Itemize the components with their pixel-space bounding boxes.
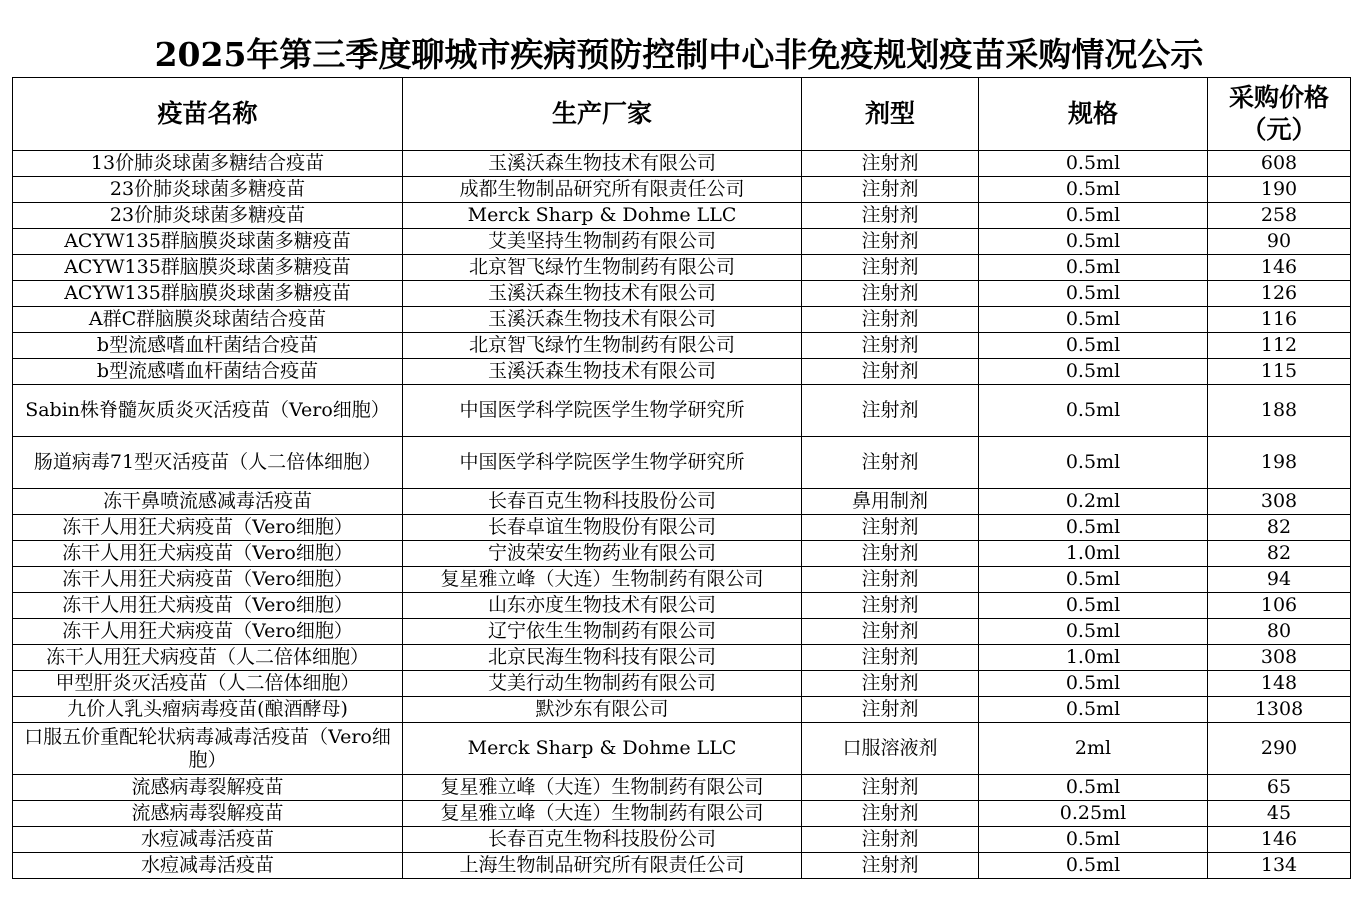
cell-manufacturer: 北京智飞绿竹生物制药有限公司 xyxy=(403,255,802,281)
cell-vaccine-name: 流感病毒裂解疫苗 xyxy=(13,775,403,801)
cell-dosage-form: 注射剂 xyxy=(802,203,979,229)
cell-dosage-form: 注射剂 xyxy=(802,671,979,697)
cell-vaccine-name: 水痘减毒活疫苗 xyxy=(13,827,403,853)
cell-vaccine-name: 肠道病毒71型灭活疫苗（人二倍体细胞） xyxy=(13,437,403,489)
cell-price: 112 xyxy=(1208,333,1351,359)
cell-specification: 0.5ml xyxy=(979,437,1208,489)
cell-price: 115 xyxy=(1208,359,1351,385)
cell-specification: 1.0ml xyxy=(979,541,1208,567)
cell-price: 126 xyxy=(1208,281,1351,307)
cell-dosage-form: 注射剂 xyxy=(802,697,979,723)
cell-manufacturer: 复星雅立峰（大连）生物制药有限公司 xyxy=(403,801,802,827)
cell-vaccine-name: 23价肺炎球菌多糖疫苗 xyxy=(13,203,403,229)
cell-manufacturer: 北京智飞绿竹生物制药有限公司 xyxy=(403,333,802,359)
cell-price: 106 xyxy=(1208,593,1351,619)
cell-dosage-form: 注射剂 xyxy=(802,853,979,879)
cell-dosage-form: 注射剂 xyxy=(802,307,979,333)
cell-dosage-form: 注射剂 xyxy=(802,385,979,437)
cell-price: 94 xyxy=(1208,567,1351,593)
header-manufacturer: 生产厂家 xyxy=(403,78,802,151)
cell-dosage-form: 注射剂 xyxy=(802,255,979,281)
table-row xyxy=(13,593,1351,619)
cell-dosage-form: 注射剂 xyxy=(802,827,979,853)
table-row xyxy=(13,489,1351,515)
cell-vaccine-name: 流感病毒裂解疫苗 xyxy=(13,801,403,827)
cell-manufacturer: 成都生物制品研究所有限责任公司 xyxy=(403,177,802,203)
cell-vaccine-name: A群C群脑膜炎球菌结合疫苗 xyxy=(13,307,403,333)
cell-price: 258 xyxy=(1208,203,1351,229)
table-row xyxy=(13,281,1351,307)
cell-specification: 0.5ml xyxy=(979,593,1208,619)
table-row xyxy=(13,359,1351,385)
cell-specification: 0.5ml xyxy=(979,567,1208,593)
cell-specification: 0.5ml xyxy=(979,697,1208,723)
cell-price: 134 xyxy=(1208,853,1351,879)
cell-dosage-form: 注射剂 xyxy=(802,619,979,645)
cell-specification: 0.5ml xyxy=(979,619,1208,645)
table-row xyxy=(13,697,1351,723)
cell-price: 308 xyxy=(1208,489,1351,515)
cell-specification: 0.5ml xyxy=(979,827,1208,853)
table-row xyxy=(13,307,1351,333)
cell-manufacturer: 默沙东有限公司 xyxy=(403,697,802,723)
cell-specification: 0.5ml xyxy=(979,151,1208,177)
cell-dosage-form: 注射剂 xyxy=(802,333,979,359)
cell-specification: 0.5ml xyxy=(979,515,1208,541)
cell-price: 90 xyxy=(1208,229,1351,255)
cell-price: 188 xyxy=(1208,385,1351,437)
cell-vaccine-name: 冻干鼻喷流感减毒活疫苗 xyxy=(13,489,403,515)
cell-vaccine-name: 口服五价重配轮状病毒减毒活疫苗（Vero细胞） xyxy=(13,723,403,775)
cell-vaccine-name: 23价肺炎球菌多糖疫苗 xyxy=(13,177,403,203)
cell-specification: 0.5ml xyxy=(979,359,1208,385)
cell-price: 308 xyxy=(1208,645,1351,671)
cell-vaccine-name: 冻干人用狂犬病疫苗（Vero细胞） xyxy=(13,541,403,567)
table-row xyxy=(13,385,1351,437)
cell-specification: 0.2ml xyxy=(979,489,1208,515)
page-title: 2025年第三季度聊城市疾病预防控制中心非免疫规划疫苗采购情况公示 xyxy=(154,35,1204,74)
table-row xyxy=(13,645,1351,671)
cell-price: 116 xyxy=(1208,307,1351,333)
cell-manufacturer: 辽宁依生生物制药有限公司 xyxy=(403,619,802,645)
table-row xyxy=(13,723,1351,775)
header-specification: 规格 xyxy=(979,78,1208,151)
cell-vaccine-name: ACYW135群脑膜炎球菌多糖疫苗 xyxy=(13,229,403,255)
cell-dosage-form: 鼻用制剂 xyxy=(802,489,979,515)
cell-specification: 0.5ml xyxy=(979,385,1208,437)
table-row xyxy=(13,177,1351,203)
cell-manufacturer: 宁波荣安生物药业有限公司 xyxy=(403,541,802,567)
cell-dosage-form: 注射剂 xyxy=(802,541,979,567)
cell-manufacturer: 艾美行动生物制药有限公司 xyxy=(403,671,802,697)
header-price: 采购价格（元） xyxy=(1208,78,1351,151)
table-row xyxy=(13,151,1351,177)
cell-specification: 0.5ml xyxy=(979,775,1208,801)
cell-specification: 0.5ml xyxy=(979,671,1208,697)
cell-dosage-form: 注射剂 xyxy=(802,645,979,671)
cell-manufacturer: Merck Sharp & Dohme LLC xyxy=(403,723,802,775)
table-body xyxy=(13,151,1351,879)
cell-dosage-form: 注射剂 xyxy=(802,515,979,541)
cell-dosage-form: 注射剂 xyxy=(802,177,979,203)
table-row xyxy=(13,801,1351,827)
cell-price: 45 xyxy=(1208,801,1351,827)
header-vaccine-name: 疫苗名称 xyxy=(13,78,403,151)
cell-vaccine-name: Sabin株脊髓灰质炎灭活疫苗（Vero细胞） xyxy=(13,385,403,437)
table-row xyxy=(13,567,1351,593)
cell-price: 146 xyxy=(1208,255,1351,281)
table-row xyxy=(13,827,1351,853)
table-row xyxy=(13,229,1351,255)
cell-manufacturer: 复星雅立峰（大连）生物制药有限公司 xyxy=(403,567,802,593)
cell-price: 82 xyxy=(1208,515,1351,541)
cell-manufacturer: 长春卓谊生物股份有限公司 xyxy=(403,515,802,541)
cell-price: 290 xyxy=(1208,723,1351,775)
table-row xyxy=(13,853,1351,879)
header-dosage-form: 剂型 xyxy=(802,78,979,151)
table-row xyxy=(13,255,1351,281)
cell-dosage-form: 注射剂 xyxy=(802,151,979,177)
table-row xyxy=(13,541,1351,567)
cell-price: 1308 xyxy=(1208,697,1351,723)
cell-specification: 0.5ml xyxy=(979,307,1208,333)
cell-vaccine-name: 冻干人用狂犬病疫苗（Vero细胞） xyxy=(13,619,403,645)
cell-specification: 2ml xyxy=(979,723,1208,775)
cell-manufacturer: 山东亦度生物技术有限公司 xyxy=(403,593,802,619)
cell-price: 80 xyxy=(1208,619,1351,645)
cell-specification: 1.0ml xyxy=(979,645,1208,671)
cell-manufacturer: 玉溪沃森生物技术有限公司 xyxy=(403,307,802,333)
table-row xyxy=(13,333,1351,359)
cell-price: 82 xyxy=(1208,541,1351,567)
cell-dosage-form: 注射剂 xyxy=(802,281,979,307)
cell-specification: 0.5ml xyxy=(979,177,1208,203)
cell-specification: 0.5ml xyxy=(979,203,1208,229)
cell-vaccine-name: 九价人乳头瘤病毒疫苗(酿酒酵母) xyxy=(13,697,403,723)
table-row xyxy=(13,203,1351,229)
cell-vaccine-name: ACYW135群脑膜炎球菌多糖疫苗 xyxy=(13,255,403,281)
cell-manufacturer: 玉溪沃森生物技术有限公司 xyxy=(403,359,802,385)
cell-manufacturer: Merck Sharp & Dohme LLC xyxy=(403,203,802,229)
vaccine-table xyxy=(12,77,1351,879)
cell-vaccine-name: 冻干人用狂犬病疫苗（Vero细胞） xyxy=(13,567,403,593)
cell-manufacturer: 长春百克生物科技股份公司 xyxy=(403,489,802,515)
cell-manufacturer: 玉溪沃森生物技术有限公司 xyxy=(403,281,802,307)
cell-price: 190 xyxy=(1208,177,1351,203)
cell-price: 65 xyxy=(1208,775,1351,801)
cell-dosage-form: 注射剂 xyxy=(802,801,979,827)
cell-manufacturer: 中国医学科学院医学生物学研究所 xyxy=(403,437,802,489)
cell-dosage-form: 注射剂 xyxy=(802,359,979,385)
cell-specification: 0.5ml xyxy=(979,255,1208,281)
cell-manufacturer: 上海生物制品研究所有限责任公司 xyxy=(403,853,802,879)
cell-vaccine-name: 13价肺炎球菌多糖结合疫苗 xyxy=(13,151,403,177)
cell-specification: 0.25ml xyxy=(979,801,1208,827)
cell-vaccine-name: 冻干人用狂犬病疫苗（Vero细胞） xyxy=(13,515,403,541)
cell-dosage-form: 注射剂 xyxy=(802,437,979,489)
cell-specification: 0.5ml xyxy=(979,333,1208,359)
cell-vaccine-name: 冻干人用狂犬病疫苗（人二倍体细胞） xyxy=(13,645,403,671)
table-header-row xyxy=(13,78,1351,151)
cell-manufacturer: 中国医学科学院医学生物学研究所 xyxy=(403,385,802,437)
cell-manufacturer: 艾美坚持生物制药有限公司 xyxy=(403,229,802,255)
table-row xyxy=(13,671,1351,697)
table-row xyxy=(13,775,1351,801)
cell-dosage-form: 口服溶液剂 xyxy=(802,723,979,775)
cell-dosage-form: 注射剂 xyxy=(802,775,979,801)
cell-vaccine-name: ACYW135群脑膜炎球菌多糖疫苗 xyxy=(13,281,403,307)
cell-vaccine-name: 冻干人用狂犬病疫苗（Vero细胞） xyxy=(13,593,403,619)
cell-price: 146 xyxy=(1208,827,1351,853)
cell-vaccine-name: b型流感嗜血杆菌结合疫苗 xyxy=(13,359,403,385)
table-row xyxy=(13,437,1351,489)
cell-vaccine-name: 甲型肝炎灭活疫苗（人二倍体细胞） xyxy=(13,671,403,697)
cell-manufacturer: 玉溪沃森生物技术有限公司 xyxy=(403,151,802,177)
cell-specification: 0.5ml xyxy=(979,853,1208,879)
cell-dosage-form: 注射剂 xyxy=(802,593,979,619)
cell-manufacturer: 复星雅立峰（大连）生物制药有限公司 xyxy=(403,775,802,801)
cell-vaccine-name: 水痘减毒活疫苗 xyxy=(13,853,403,879)
cell-manufacturer: 长春百克生物科技股份公司 xyxy=(403,827,802,853)
cell-specification: 0.5ml xyxy=(979,281,1208,307)
table-row xyxy=(13,515,1351,541)
cell-dosage-form: 注射剂 xyxy=(802,567,979,593)
table-row xyxy=(13,619,1351,645)
cell-dosage-form: 注射剂 xyxy=(802,229,979,255)
cell-price: 148 xyxy=(1208,671,1351,697)
cell-price: 608 xyxy=(1208,151,1351,177)
cell-vaccine-name: b型流感嗜血杆菌结合疫苗 xyxy=(13,333,403,359)
cell-price: 198 xyxy=(1208,437,1351,489)
cell-specification: 0.5ml xyxy=(979,229,1208,255)
cell-manufacturer: 北京民海生物科技有限公司 xyxy=(403,645,802,671)
